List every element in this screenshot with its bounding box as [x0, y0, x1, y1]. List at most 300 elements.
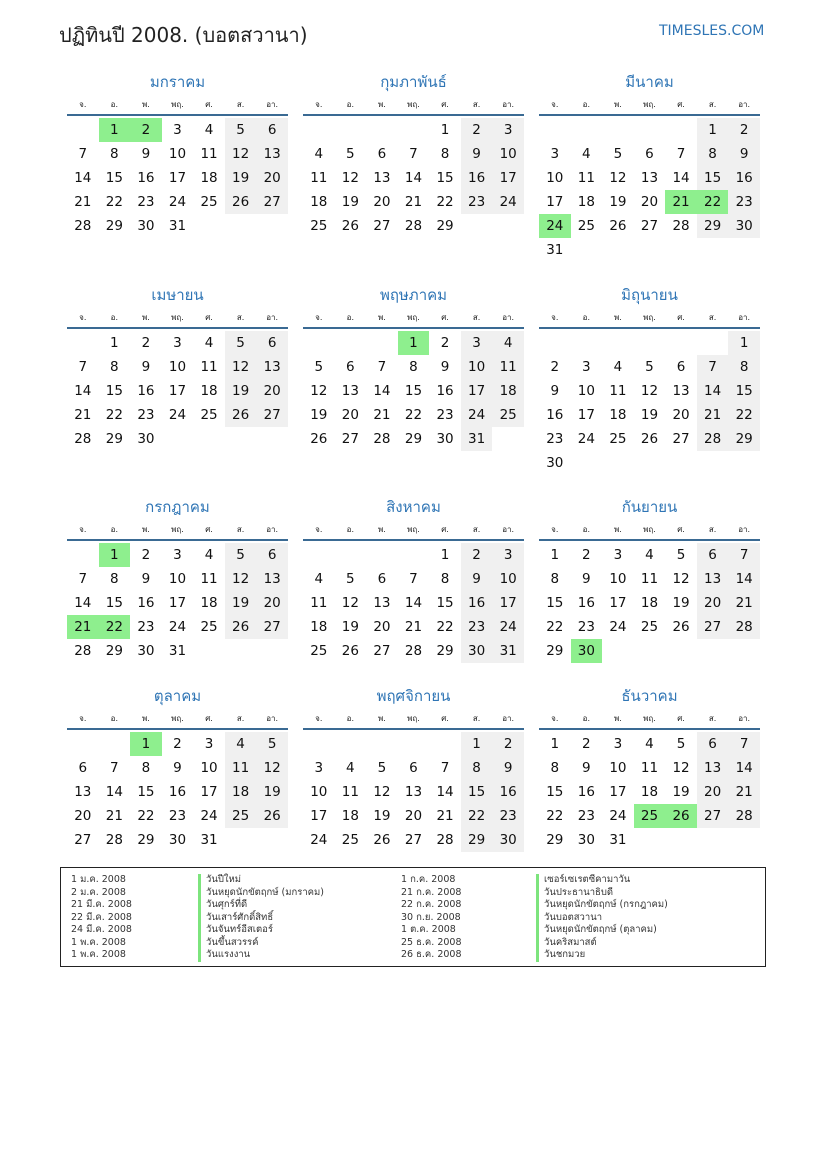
- day-cell: 16: [137, 383, 155, 399]
- day-cell: 25: [609, 431, 627, 447]
- day-cell: 11: [492, 355, 524, 379]
- day-cell: 29: [404, 431, 423, 447]
- day-cell: 1: [440, 547, 450, 563]
- day-cell: 24: [200, 808, 218, 824]
- day-cell: 7: [676, 146, 686, 162]
- day-cell: 12: [341, 595, 359, 611]
- day-cell: 25: [200, 407, 218, 423]
- weekday-header: ศ.: [441, 714, 449, 723]
- day-cell: 10: [461, 355, 493, 379]
- empty-cell: [67, 543, 99, 567]
- weekday-header: ศ.: [441, 525, 449, 534]
- day-cell: 26: [310, 431, 328, 447]
- legend-date: 22 ก.ค. 2008: [401, 899, 462, 910]
- day-cell: 6: [377, 571, 387, 587]
- weekday-header: อา.: [502, 714, 515, 723]
- day-cell: 23: [137, 407, 155, 423]
- day-cell: 12: [373, 784, 391, 800]
- legend-holiday-name: วันคริสมาสต์: [536, 937, 668, 950]
- day-cell: 2: [582, 736, 591, 752]
- empty-cell: [303, 543, 335, 567]
- month-calendar: [303, 684, 524, 852]
- holiday-legend: [60, 867, 766, 967]
- day-cell: 10: [609, 760, 627, 776]
- legend-holiday-name: วันแรงงาน: [198, 949, 324, 962]
- weekday-header: พฤ.: [171, 525, 184, 534]
- weekday-header: พ.: [141, 100, 150, 109]
- day-cell: 14: [74, 595, 92, 611]
- day-cell: 23: [137, 194, 155, 210]
- empty-cell: [665, 331, 697, 355]
- day-cell: 10: [546, 170, 564, 186]
- day-cell: 21: [74, 194, 92, 210]
- day-cell: 18: [492, 379, 524, 403]
- day-cell: 12: [609, 170, 627, 186]
- day-cell: 20: [373, 194, 391, 210]
- day-cell: 14: [373, 383, 391, 399]
- empty-cell: [429, 732, 461, 756]
- day-cell: 17: [168, 595, 187, 611]
- empty-cell: [303, 331, 335, 355]
- day-cell: 6: [697, 732, 729, 756]
- day-cell: 1: [110, 335, 119, 351]
- legend-holiday-name: วันประธานาธิบดี: [536, 887, 668, 900]
- day-cell: 9: [582, 760, 591, 776]
- day-cell: 3: [550, 146, 560, 162]
- day-cell: 3: [204, 736, 214, 752]
- day-cell: 15: [697, 166, 729, 190]
- day-cell: 24: [461, 403, 493, 427]
- empty-cell: [99, 732, 131, 756]
- day-cell: 3: [613, 547, 623, 563]
- day-cell: 31: [200, 832, 218, 848]
- header-rule: [303, 114, 524, 116]
- weekday-header: ศ.: [677, 525, 685, 534]
- day-cell: 5: [225, 543, 257, 567]
- day-cell: 14: [436, 784, 454, 800]
- weekday-header: พฤ.: [407, 313, 420, 322]
- weekday-header: ส.: [708, 313, 717, 322]
- day-cell: 30: [577, 832, 595, 848]
- day-cell: 8: [110, 571, 119, 587]
- day-cell: 15: [105, 595, 123, 611]
- day-cell: 18: [341, 808, 359, 824]
- day-cell: 3: [492, 118, 524, 142]
- day-cell: 14: [105, 784, 123, 800]
- day-cell: 1: [461, 732, 493, 756]
- weekday-header: อา.: [266, 525, 279, 534]
- month-name: พฤศจิกายน: [376, 687, 451, 705]
- day-cell: 28: [436, 832, 454, 848]
- weekday-header: พฤ.: [407, 714, 420, 723]
- day-cell: 22: [728, 403, 760, 427]
- weekday-header: อ.: [346, 313, 355, 322]
- day-cell: 6: [377, 146, 387, 162]
- day-cell: 13: [341, 383, 359, 399]
- day-cell: 17: [492, 591, 524, 615]
- day-cell: 7: [697, 355, 729, 379]
- weekday-header: อ.: [110, 714, 119, 723]
- day-cell: 5: [676, 736, 686, 752]
- day-cell: 14: [672, 170, 690, 186]
- day-cell: 6: [645, 146, 654, 162]
- day-cell: 26: [225, 190, 257, 214]
- day-cell: 2: [582, 547, 591, 563]
- day-cell: 28: [697, 427, 729, 451]
- day-cell: 22: [404, 407, 423, 423]
- day-cell: 2: [141, 547, 151, 563]
- holiday-day-cell: 1: [99, 118, 131, 142]
- day-cell: 30: [137, 643, 155, 659]
- day-cell: 4: [225, 732, 257, 756]
- day-cell: 10: [609, 571, 627, 587]
- weekday-header: อ.: [110, 525, 119, 534]
- day-cell: 15: [546, 595, 564, 611]
- month-calendar: [67, 70, 288, 238]
- day-cell: 23: [137, 619, 155, 635]
- empty-cell: [665, 118, 697, 142]
- legend-date: 21 ก.ค. 2008: [401, 886, 462, 898]
- day-cell: 20: [74, 808, 92, 824]
- header-rule: [67, 327, 288, 329]
- day-cell: 14: [74, 170, 92, 186]
- month-name: สิงหาคม: [386, 498, 441, 516]
- day-cell: 31: [546, 242, 564, 258]
- weekday-header: พ.: [613, 525, 622, 534]
- day-cell: 5: [346, 571, 355, 587]
- empty-cell: [67, 732, 99, 756]
- day-cell: 21: [697, 403, 729, 427]
- day-cell: 12: [310, 383, 328, 399]
- day-cell: 20: [256, 591, 288, 615]
- day-cell: 28: [404, 218, 423, 234]
- day-cell: 13: [256, 567, 288, 591]
- day-cell: 16: [546, 407, 564, 423]
- day-cell: 17: [492, 166, 524, 190]
- day-cell: 16: [728, 166, 760, 190]
- month-calendar: [303, 283, 524, 451]
- holiday-day-cell: 25: [634, 804, 666, 828]
- day-cell: 26: [225, 403, 257, 427]
- holiday-day-cell: 22: [697, 190, 729, 214]
- day-cell: 7: [110, 760, 119, 776]
- empty-cell: [634, 331, 666, 355]
- day-cell: 9: [141, 571, 151, 587]
- day-cell: 2: [550, 359, 560, 375]
- day-cell: 31: [168, 643, 187, 659]
- header-rule: [539, 327, 760, 329]
- legend-date: 21 มี.ค. 2008: [71, 899, 132, 910]
- day-cell: 14: [728, 567, 760, 591]
- day-cell: 16: [461, 591, 493, 615]
- header-rule: [67, 539, 288, 541]
- day-cell: 26: [341, 643, 359, 659]
- day-cell: 4: [204, 547, 214, 563]
- day-cell: 24: [168, 407, 187, 423]
- weekday-header: อ.: [582, 714, 591, 723]
- day-cell: 14: [697, 379, 729, 403]
- day-cell: 20: [373, 619, 391, 635]
- day-cell: 3: [613, 736, 623, 752]
- month-name: ตุลาคม: [153, 687, 202, 705]
- legend-holiday-name: วันบอตสวานา: [536, 912, 668, 925]
- day-cell: 9: [582, 571, 591, 587]
- day-cell: 8: [550, 571, 560, 587]
- day-cell: 27: [341, 431, 359, 447]
- day-cell: 5: [346, 146, 355, 162]
- legend-date: 1 พ.ค. 2008: [71, 949, 126, 960]
- weekday-header: ศ.: [677, 714, 685, 723]
- day-cell: 20: [697, 591, 729, 615]
- day-cell: 5: [377, 760, 387, 776]
- day-cell: 22: [461, 804, 493, 828]
- day-cell: 3: [461, 331, 493, 355]
- day-cell: 14: [404, 170, 423, 186]
- weekday-header: อ.: [582, 525, 591, 534]
- day-cell: 21: [728, 591, 760, 615]
- weekday-header: อ.: [346, 525, 355, 534]
- day-cell: 4: [204, 335, 214, 351]
- weekday-header: อา.: [266, 313, 279, 322]
- weekday-header: พ.: [141, 525, 150, 534]
- day-cell: 14: [404, 595, 423, 611]
- day-cell: 18: [609, 407, 627, 423]
- day-cell: 29: [105, 643, 123, 659]
- day-cell: 16: [137, 170, 155, 186]
- day-cell: 27: [256, 403, 288, 427]
- day-cell: 10: [200, 760, 218, 776]
- day-cell: 26: [373, 832, 391, 848]
- legend-date: 1 ก.ค. 2008: [401, 874, 456, 885]
- day-cell: 7: [409, 571, 418, 587]
- day-cell: 10: [168, 146, 187, 162]
- day-cell: 4: [613, 359, 623, 375]
- day-cell: 23: [436, 407, 454, 423]
- day-cell: 29: [546, 832, 564, 848]
- day-cell: 27: [373, 643, 391, 659]
- day-cell: 11: [640, 571, 659, 587]
- weekday-header: ส.: [708, 714, 717, 723]
- day-cell: 5: [645, 359, 654, 375]
- day-cell: 1: [550, 547, 560, 563]
- day-cell: 20: [640, 194, 659, 210]
- day-cell: 17: [609, 595, 627, 611]
- day-cell: 10: [492, 567, 524, 591]
- day-cell: 18: [640, 595, 659, 611]
- day-cell: 21: [373, 407, 391, 423]
- day-cell: 13: [256, 355, 288, 379]
- day-cell: 17: [200, 784, 218, 800]
- day-cell: 5: [314, 359, 324, 375]
- day-cell: 21: [436, 808, 454, 824]
- header-rule: [539, 114, 760, 116]
- day-cell: 25: [225, 804, 257, 828]
- day-cell: 8: [409, 359, 418, 375]
- day-cell: 13: [74, 784, 92, 800]
- weekday-header: ศ.: [205, 313, 213, 322]
- day-cell: 3: [173, 547, 182, 563]
- empty-cell: [366, 732, 398, 756]
- day-cell: 24: [168, 619, 187, 635]
- weekday-header: พฤ.: [171, 714, 184, 723]
- day-cell: 12: [640, 383, 659, 399]
- day-cell: 26: [640, 431, 659, 447]
- weekday-header: ส.: [472, 100, 481, 109]
- weekday-header: พฤ.: [643, 525, 656, 534]
- day-cell: 3: [314, 760, 324, 776]
- weekday-header: พ.: [377, 525, 386, 534]
- day-cell: 1: [440, 122, 450, 138]
- month-calendar: [539, 684, 760, 852]
- day-cell: 13: [373, 595, 391, 611]
- brand-link[interactable]: TIMESLES.COM: [659, 23, 765, 39]
- day-cell: 9: [461, 142, 493, 166]
- day-cell: 6: [697, 543, 729, 567]
- empty-cell: [602, 331, 634, 355]
- weekday-header: อ.: [582, 100, 591, 109]
- day-cell: 6: [78, 760, 88, 776]
- day-cell: 13: [404, 784, 423, 800]
- day-cell: 24: [492, 615, 524, 639]
- legend-holiday-name: เซอร์เซเรตซีคามาวัน: [536, 874, 668, 887]
- day-cell: 18: [200, 595, 218, 611]
- day-cell: 28: [728, 804, 760, 828]
- weekday-header: พ.: [377, 313, 386, 322]
- day-cell: 15: [137, 784, 155, 800]
- day-cell: 9: [492, 756, 524, 780]
- empty-cell: [67, 118, 99, 142]
- weekday-header: พฤ.: [171, 100, 184, 109]
- empty-cell: [366, 543, 398, 567]
- day-cell: 9: [141, 146, 151, 162]
- legend-date: 25 ธ.ค. 2008: [401, 936, 462, 948]
- day-cell: 19: [225, 166, 257, 190]
- day-cell: 22: [546, 808, 564, 824]
- day-cell: 28: [373, 431, 391, 447]
- legend-date: 1 ต.ค. 2008: [401, 924, 456, 935]
- day-cell: 4: [346, 760, 355, 776]
- weekday-header: ศ.: [441, 313, 449, 322]
- day-cell: 12: [225, 355, 257, 379]
- day-cell: 18: [200, 383, 218, 399]
- weekday-header: ส.: [236, 714, 245, 723]
- day-cell: 25: [200, 194, 218, 210]
- day-cell: 24: [168, 194, 187, 210]
- day-cell: 5: [676, 547, 686, 563]
- day-cell: 6: [256, 118, 288, 142]
- day-cell: 2: [141, 335, 151, 351]
- empty-cell: [398, 543, 430, 567]
- day-cell: 13: [373, 170, 391, 186]
- holiday-day-cell: 1: [99, 543, 131, 567]
- month-calendar: [539, 495, 760, 663]
- weekday-header: จ.: [79, 525, 87, 534]
- weekday-header: พฤ.: [643, 714, 656, 723]
- day-cell: 1: [697, 118, 729, 142]
- day-cell: 4: [314, 571, 324, 587]
- day-cell: 22: [436, 194, 454, 210]
- holiday-day-cell: 26: [665, 804, 697, 828]
- day-cell: 21: [74, 407, 92, 423]
- weekday-header: ศ.: [205, 714, 213, 723]
- day-cell: 28: [74, 643, 92, 659]
- day-cell: 3: [582, 359, 591, 375]
- day-cell: 3: [492, 543, 524, 567]
- day-cell: 15: [105, 383, 123, 399]
- empty-cell: [539, 331, 571, 355]
- day-cell: 29: [436, 218, 454, 234]
- day-cell: 11: [640, 760, 659, 776]
- day-cell: 21: [404, 194, 423, 210]
- day-cell: 17: [310, 808, 328, 824]
- header-rule: [539, 728, 760, 730]
- day-cell: 25: [341, 832, 359, 848]
- empty-cell: [602, 118, 634, 142]
- day-cell: 26: [672, 619, 690, 635]
- day-cell: 28: [404, 643, 423, 659]
- day-cell: 17: [546, 194, 564, 210]
- legend-holiday-name: วันศุกร์ที่ดี: [198, 899, 324, 912]
- day-cell: 24: [577, 431, 595, 447]
- day-cell: 21: [105, 808, 123, 824]
- day-cell: 10: [310, 784, 328, 800]
- legend-date: 1 ม.ค. 2008: [71, 874, 126, 885]
- month-name: กันยายน: [621, 498, 678, 516]
- weekday-header: พฤ.: [171, 313, 184, 322]
- day-cell: 7: [78, 571, 88, 587]
- day-cell: 25: [492, 403, 524, 427]
- header-rule: [303, 327, 524, 329]
- day-cell: 13: [697, 756, 729, 780]
- day-cell: 15: [546, 784, 564, 800]
- day-cell: 18: [200, 170, 218, 186]
- day-cell: 2: [440, 335, 450, 351]
- day-cell: 10: [492, 142, 524, 166]
- day-cell: 9: [173, 760, 182, 776]
- day-cell: 2: [461, 543, 493, 567]
- weekday-header: ส.: [472, 714, 481, 723]
- weekday-header: พ.: [613, 714, 622, 723]
- day-cell: 16: [436, 383, 454, 399]
- legend-holiday-name: วันขึ้นสวรรค์: [198, 937, 324, 950]
- day-cell: 28: [74, 431, 92, 447]
- day-cell: 25: [640, 619, 659, 635]
- weekday-header: อ.: [110, 313, 119, 322]
- empty-cell: [571, 118, 603, 142]
- day-cell: 26: [341, 218, 359, 234]
- day-cell: 30: [492, 828, 524, 852]
- day-cell: 11: [577, 170, 595, 186]
- weekday-header: อา.: [738, 313, 751, 322]
- empty-cell: [366, 118, 398, 142]
- weekday-header: พฤ.: [407, 100, 420, 109]
- empty-cell: [335, 543, 367, 567]
- day-cell: 31: [461, 427, 493, 451]
- day-cell: 11: [310, 595, 328, 611]
- header-rule: [303, 728, 524, 730]
- month-calendar: [67, 283, 288, 451]
- day-cell: 19: [672, 595, 690, 611]
- day-cell: 16: [492, 780, 524, 804]
- day-cell: 27: [697, 615, 729, 639]
- day-cell: 14: [74, 383, 92, 399]
- day-cell: 30: [137, 218, 155, 234]
- day-cell: 12: [341, 170, 359, 186]
- month-calendar: [303, 70, 524, 238]
- day-cell: 5: [256, 732, 288, 756]
- empty-cell: [67, 331, 99, 355]
- weekday-header: อา.: [738, 100, 751, 109]
